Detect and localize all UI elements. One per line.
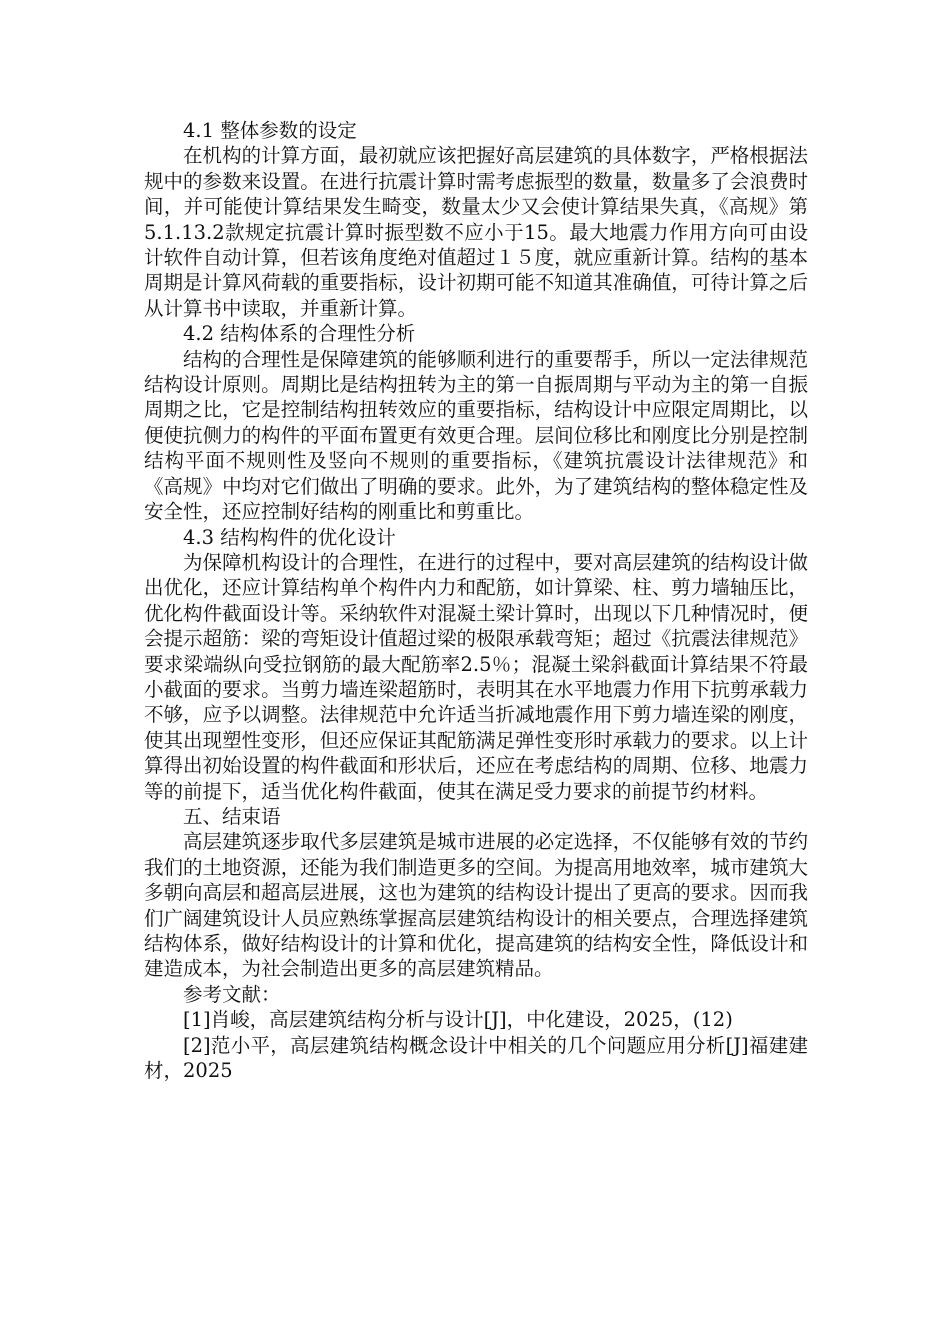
section-heading: 4.3 结构构件的优化设计 [183,525,396,549]
reference-item: [1]肖峻，高层建筑结构分析与设计[J]，中化建设，2025，(12) [183,1008,733,1032]
section-paragraph: 结构的合理性是保障建筑的能够顺利进行的重要帮手，所以一定法律规范结构设计原则。周期比是结构扭转为主的第一自振周期与平动为主的第一自振周期之比，它是控制结构扭转效应的重要指标，结构设计中应限定周期比，以便使抗侧力的构件的平面布置更有效更合理。层间位移比和刚度比分别是控制结构平面不规则性及竖向不规则的重要指标，《建筑抗震设计法律规范》和《高规》中均对它们做出了明确的要求。此外，为了建筑结构的整体稳定性及安全性，还应控制好结构的刚重比和剪重比。 [144,347,808,524]
document-page [144,118,808,1083]
references-heading: 参考文献： [183,982,281,1006]
section-4-3 [144,525,808,804]
section-heading: 五、结束语 [183,804,281,828]
section-conclusion [144,804,808,982]
section-paragraph: 在机构的计算方面，最初就应该把握好高层建筑的具体数字，严格根据法规中的参数来设置。在进行抗震计算时需考虑振型的数量，数量多了会浪费时间，并可能使计算结果发生畸变，数量太少又会使计算结果失真，《高规》第5.1.13.2款规定抗震计算时振型数不应小于15。最大地震力作用方向可由设计软件自动计算，但若该角度绝对值超过１５度，就应重新计算。结构的基本周期是计算风荷载的重要指标，设计初期可能不知道其准确值，可待计算之后从计算书中读取，并重新计算。 [144,144,808,320]
section-4-2 [144,321,808,524]
section-heading: 4.2 结构体系的合理性分析 [183,322,416,346]
section-paragraph: 为保障机构设计的合理性，在进行的过程中，要对高层建筑的结构设计做出优化，还应计算结构单个构件内力和配筋，如计算梁、柱、剪力墙轴压比，优化构件截面设计等。采纳软件对混凝土梁计算时，出现以下几种情况时，便会提示超筋：梁的弯矩设计值超过梁的极限承载弯矩；超过《抗震法律规范》要求梁端纵向受拉钢筋的最大配筋率2.5％；混凝土梁斜截面计算结果不符最小截面的要求。当剪力墙连梁超筋时，表明其在水平地震力作用下抗剪承载力不够，应予以调整。法律规范中允许适当折减地震作用下剪力墙连梁的刚度，使其出现塑性变形，但还应保证其配筋满足弹性变形时承载力的要求。以上计算得出初始设置的构件截面和形状后，还应在考虑结构的周期、位移、地震力等的前提下，适当优化构件截面，使其在满足受力要求的前提节约材料。 [144,550,808,803]
references [144,982,808,1084]
section-4-1 [144,118,808,321]
section-paragraph: 高层建筑逐步取代多层建筑是城市进展的必定选择，不仅能够有效的节约我们的土地资源，还能为我们制造更多的空间。为提高用地效率，城市建筑大多朝向高层和超高层进展，这也为建筑的结构设计提出了更高的要求。因而我们广阔建筑设计人员应熟练掌握高层建筑结构设计的相关要点，合理选择建筑结构体系，做好结构设计的计算和优化，提高建筑的结构安全性，降低设计和建造成本，为社会制造出更多的高层建筑精品。 [144,830,808,981]
section-heading: 4.1 整体参数的设定 [183,119,357,142]
reference-item: [2]范小平，高层建筑结构概念设计中相关的几个问题应用分析[J]福建建材，2025 [144,1033,808,1083]
